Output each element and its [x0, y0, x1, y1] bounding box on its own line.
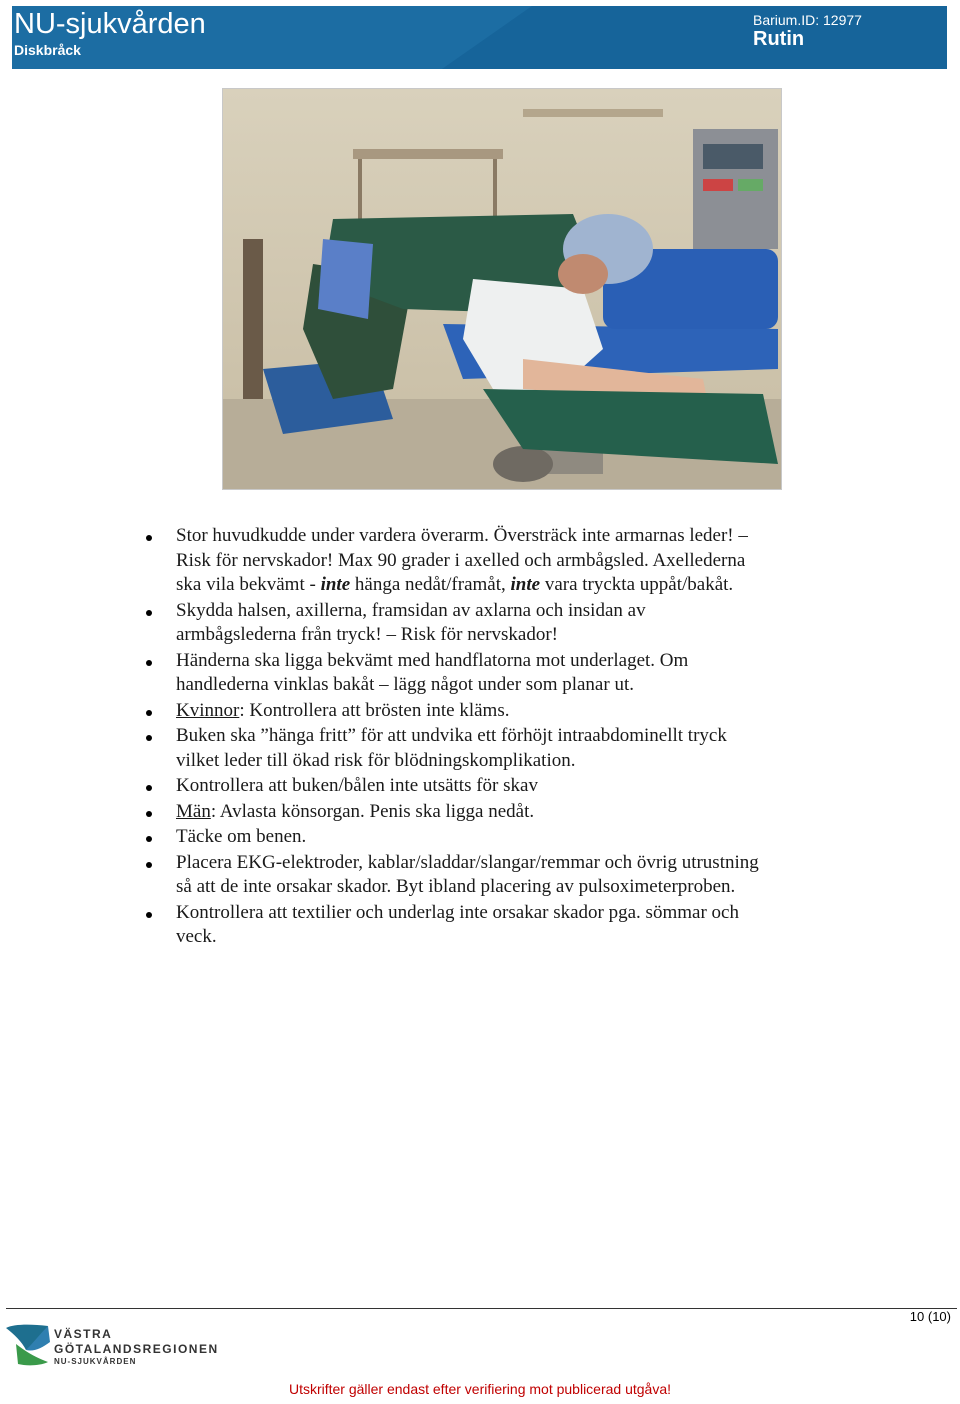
- logo-line-2: GÖTALANDSREGIONEN: [54, 1342, 219, 1356]
- list-item-text: : Avlasta könsorgan. Penis ska ligga nedåt.: [210, 800, 535, 822]
- document-id: Barium.ID: 12977: [753, 12, 862, 28]
- instruction-list: [140, 524, 760, 951]
- header-right-band: [532, 6, 947, 69]
- positioning-photo: [222, 88, 782, 490]
- bullet-icon: [146, 836, 152, 842]
- list-item: [140, 851, 760, 900]
- document-type: Rutin: [753, 28, 805, 50]
- brand-title: NU-sjukvården: [14, 8, 206, 40]
- logo-line-1: VÄSTRA: [54, 1327, 113, 1341]
- list-item-text: Kontrollera att textilier och underlag inte orsakar skador pga. sömmar och veck.: [176, 901, 739, 947]
- list-item-text: Täcke om benen.: [176, 826, 307, 847]
- list-item-text: : Kontrollera att brösten inte kläms.: [239, 699, 510, 721]
- bullet-icon: [146, 811, 152, 817]
- list-item: [140, 774, 760, 799]
- list-item: [140, 825, 760, 850]
- organization-logo: [4, 1322, 234, 1372]
- print-notice: Utskrifter gäller endast efter verifiering mot publicerad utgåva!: [288, 1381, 672, 1397]
- page-number: 10 (10): [909, 1309, 951, 1324]
- list-item: [140, 599, 760, 648]
- document-subject: Diskbråck: [14, 42, 81, 58]
- bullet-icon: [146, 660, 152, 666]
- document-header: [12, 6, 947, 69]
- list-item-text: inte: [320, 574, 351, 595]
- list-item: [140, 699, 760, 724]
- bullet-icon: [146, 610, 152, 616]
- header-wedge: [442, 6, 532, 69]
- list-item-text: Buken ska ”hänga fritt” för att undvika ett förhöjt intraabdominellt tryck vilket leder till ökad risk för blödningskomplikation.: [176, 725, 727, 771]
- list-item: [140, 649, 760, 698]
- list-item-text: Stor huvudkudde under vardera överarm. Översträck inte armarnas leder! – Risk för nervskador! Max 90 grader i axelled och armbågsled. Axellederna ska vila bekvämt -: [176, 525, 748, 595]
- bullet-icon: [146, 710, 152, 716]
- list-item-text: hänga nedåt/framåt,: [350, 574, 511, 595]
- logo-line-3: NU-SJUKVÅRDEN: [54, 1357, 137, 1366]
- list-item-text: Kontrollera att buken/bålen inte utsätts för skav: [176, 775, 538, 796]
- list-item: [140, 800, 760, 825]
- list-item: [140, 524, 760, 598]
- list-item-text: Placera EKG-elektroder, kablar/sladdar/slangar/remmar och övrig utrustning så att de inte orsakar skador. Byt ibland placering av pulsoximeterproben.: [176, 851, 759, 897]
- vgr-emblem-icon: [4, 1322, 52, 1368]
- list-item-text: Män: [176, 800, 211, 822]
- list-item-text: vara tryckta uppåt/bakåt.: [540, 574, 734, 595]
- list-item-text: Kvinnor: [176, 699, 240, 721]
- list-item: [140, 724, 760, 773]
- list-item-text: Händerna ska ligga bekvämt med handflatorna mot underlaget. Om handlederna vinklas bakåt – lägg något under som planar ut.: [176, 649, 689, 695]
- bullet-icon: [146, 735, 152, 741]
- surgical-positioning-photo-icon: [223, 89, 781, 489]
- bullet-icon: [146, 785, 152, 791]
- bullet-icon: [146, 862, 152, 868]
- footer-divider: [6, 1308, 957, 1309]
- bullet-icon: [146, 912, 152, 918]
- list-item: [140, 901, 760, 950]
- list-item-text: inte: [510, 574, 541, 595]
- bullet-icon: [146, 535, 152, 541]
- list-item-text: Skydda halsen, axillerna, framsidan av axlarna och insidan av armbågslederna från tryck! – Risk för nervskador!: [176, 599, 646, 645]
